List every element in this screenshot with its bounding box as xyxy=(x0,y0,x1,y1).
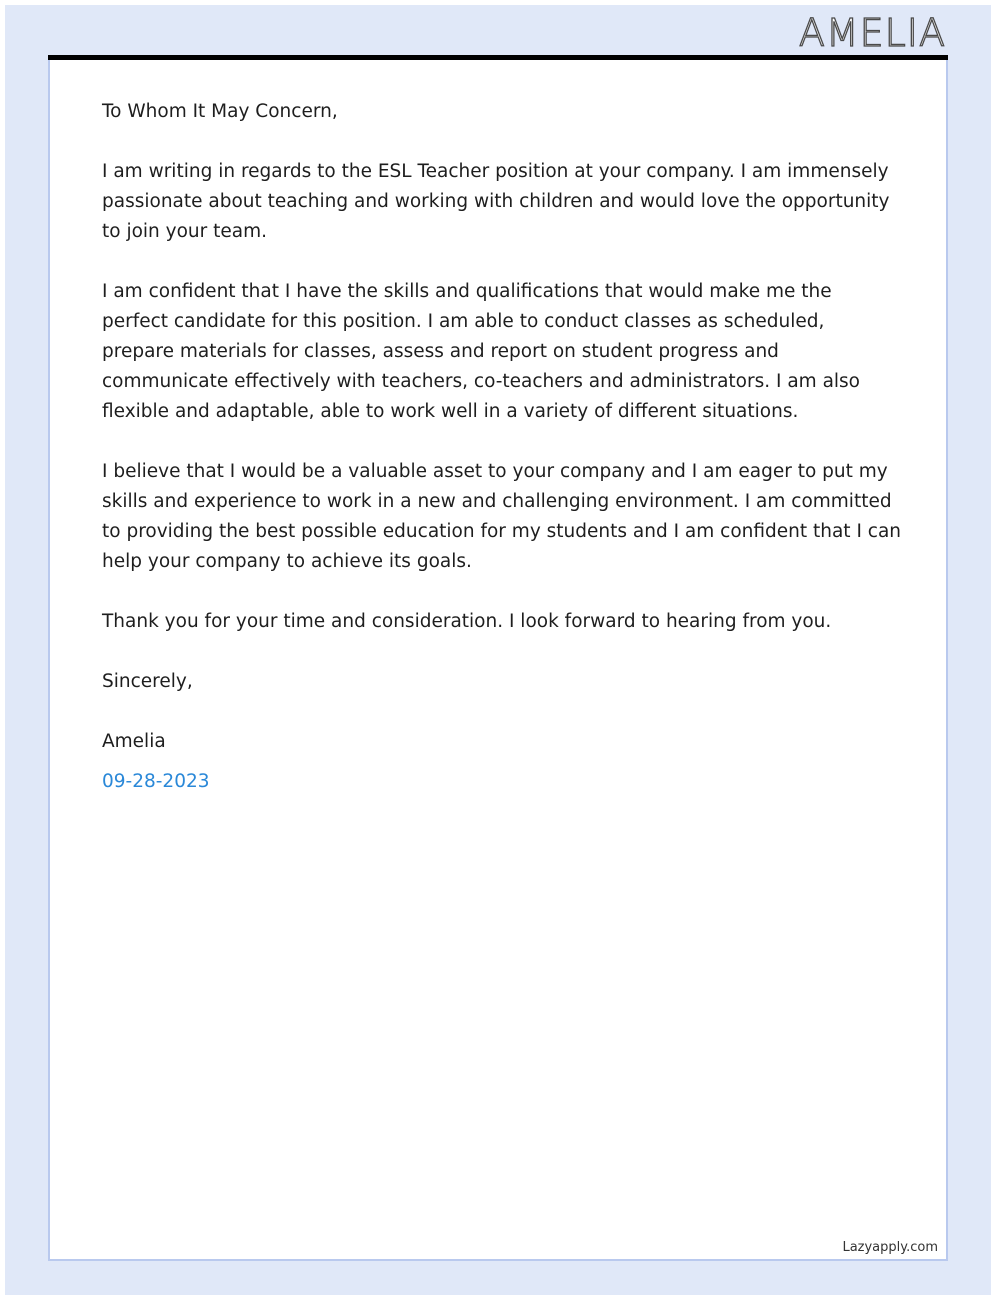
paragraph-thanks: Thank you for your time and consideration. I look forward to hearing from you. xyxy=(102,611,832,632)
letter-date: 09-28-2023 xyxy=(102,771,210,792)
closing: Sincerely, xyxy=(102,671,193,692)
paragraph-value: I believe that I would be a valuable asset to your company and I am eager to put my skills and experience to work in a new and challenging environment. I am committed to providing the best possible education for my students and I am confident that I can help your company to achieve its goals. xyxy=(102,461,902,572)
header-name: AMELIA xyxy=(798,11,946,55)
paragraph-qualifications: I am confident that I have the skills and qualifications that would make me the perfect candidate for this position. I am able to conduct classes as scheduled, prepare materials for classes, assess and report on student progress and communicate effectively with teachers, co-teachers and administrators. I am also flexible and adaptable, able to work well in a variety of different situations. xyxy=(102,281,861,422)
signature-name: Amelia xyxy=(102,731,166,752)
paragraph-intro: I am writing in regards to the ESL Teacher position at your company. I am immensely passionate about teaching and working with children and would love the opportunity to join your team. xyxy=(102,161,890,242)
footer-brand: Lazyapply.com xyxy=(842,1240,938,1255)
letter-body xyxy=(102,97,902,827)
letter-sheet xyxy=(48,60,948,1261)
salutation: To Whom It May Concern, xyxy=(102,101,338,122)
